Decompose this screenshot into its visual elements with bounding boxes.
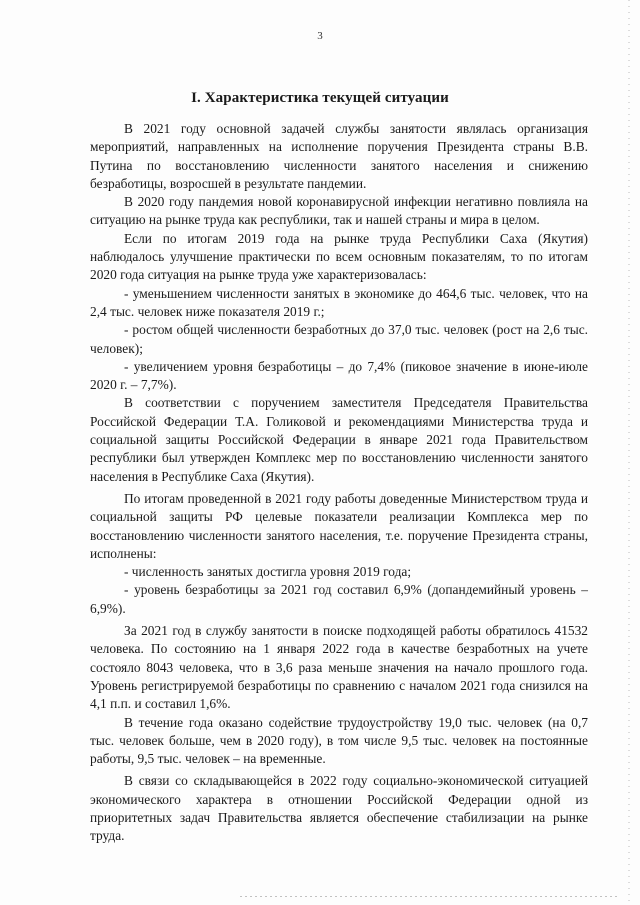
list-item: - численность занятых достигла уровня 2019 года; [124, 564, 412, 580]
paragraph: В 2020 году пандемия новой коронавирусной инфекции негативно повлияла на ситуацию на рынке труда как республики, так и нашей страны и мира в целом. [90, 194, 588, 228]
paragraph: За 2021 год в службу занятости в поиске подходящей работы обратилось 41532 человека. По состоянию на 1 января 2022 года в качестве безработных на учете состояло 8043 человека, что в 3,6 раза меньше значения на начало прошлого года. Уровень регистрируемой безработицы по сравнению с началом 2021 года снизился на 4,1 п.п. и составил 1,6%. [90, 623, 588, 712]
paragraph: В связи со складывающейся в 2022 году социально-экономической ситуацией экономического характера в отношении Российской Федерации одной из приоритетных задач Правительства является обеспечение стабилизации на рынке труда. [90, 773, 588, 844]
body-text [90, 120, 588, 846]
paragraph: В течение года оказано содействие трудоустройству 19,0 тыс. человек (на 0,7 тыс. человек больше, чем в 2020 году), в том числе 9,5 тыс. человек на постоянные работы, 9,5 тыс. человек – на временные. [90, 714, 588, 767]
list-item: - уменьшением численности занятых в экономике до 464,6 тыс. человек, что на 2,4 тыс. человек ниже показателя 2019 г.; [90, 285, 588, 319]
page-number: 3 [317, 30, 323, 42]
paragraph: По итогам проведенной в 2021 году работы доведенные Министерством труда и социальной защиты РФ целевые показатели реализации Комплекса мер по восстановлению численности занятого населения, т.е. поручение Президента страны, исполнены: [90, 490, 588, 561]
paragraph: Если по итогам 2019 года на рынке труда Республики Саха (Якутия) наблюдалось улучшение практически по всем основным показателям, то по итогам 2020 года ситуация на рынке труда уже характеризовалась: [90, 230, 588, 283]
section-title: I. Характеристика текущей ситуации [191, 90, 449, 106]
paragraph: В 2021 году основной задачей службы занятости являлась организация мероприятий, направленных на исполнение поручения Президента страны В.В. Путина по восстановлению численности занятого населения и снижению безработицы, возросшей в результате пандемии. [90, 121, 588, 191]
list-item: - ростом общей численности безработных до 37,0 тыс. человек (рост на 2,6 тыс. человек); [90, 322, 588, 356]
paragraph: В соответствии с поручением заместителя Председателя Правительства Российской Федерации Т.А. Голиковой и рекомендациями Министерства труда и социальной защиты Российской Федерации в январе 2021 года Правительством республики был утвержден Комплекс мер по восстановлению численности занятого населения в Республике Саха (Якутия). [90, 395, 588, 484]
scan-edge-mark [628, 0, 630, 905]
scan-bottom-mark [240, 896, 620, 897]
list-item: - увеличением уровня безработицы – до 7,4% (пиковое значение в июне-июле 2020 г. – 7,7%). [90, 358, 588, 393]
list-item: - уровень безработицы за 2021 год составил 6,9% (допандемийный уровень – 6,9%). [90, 582, 588, 616]
